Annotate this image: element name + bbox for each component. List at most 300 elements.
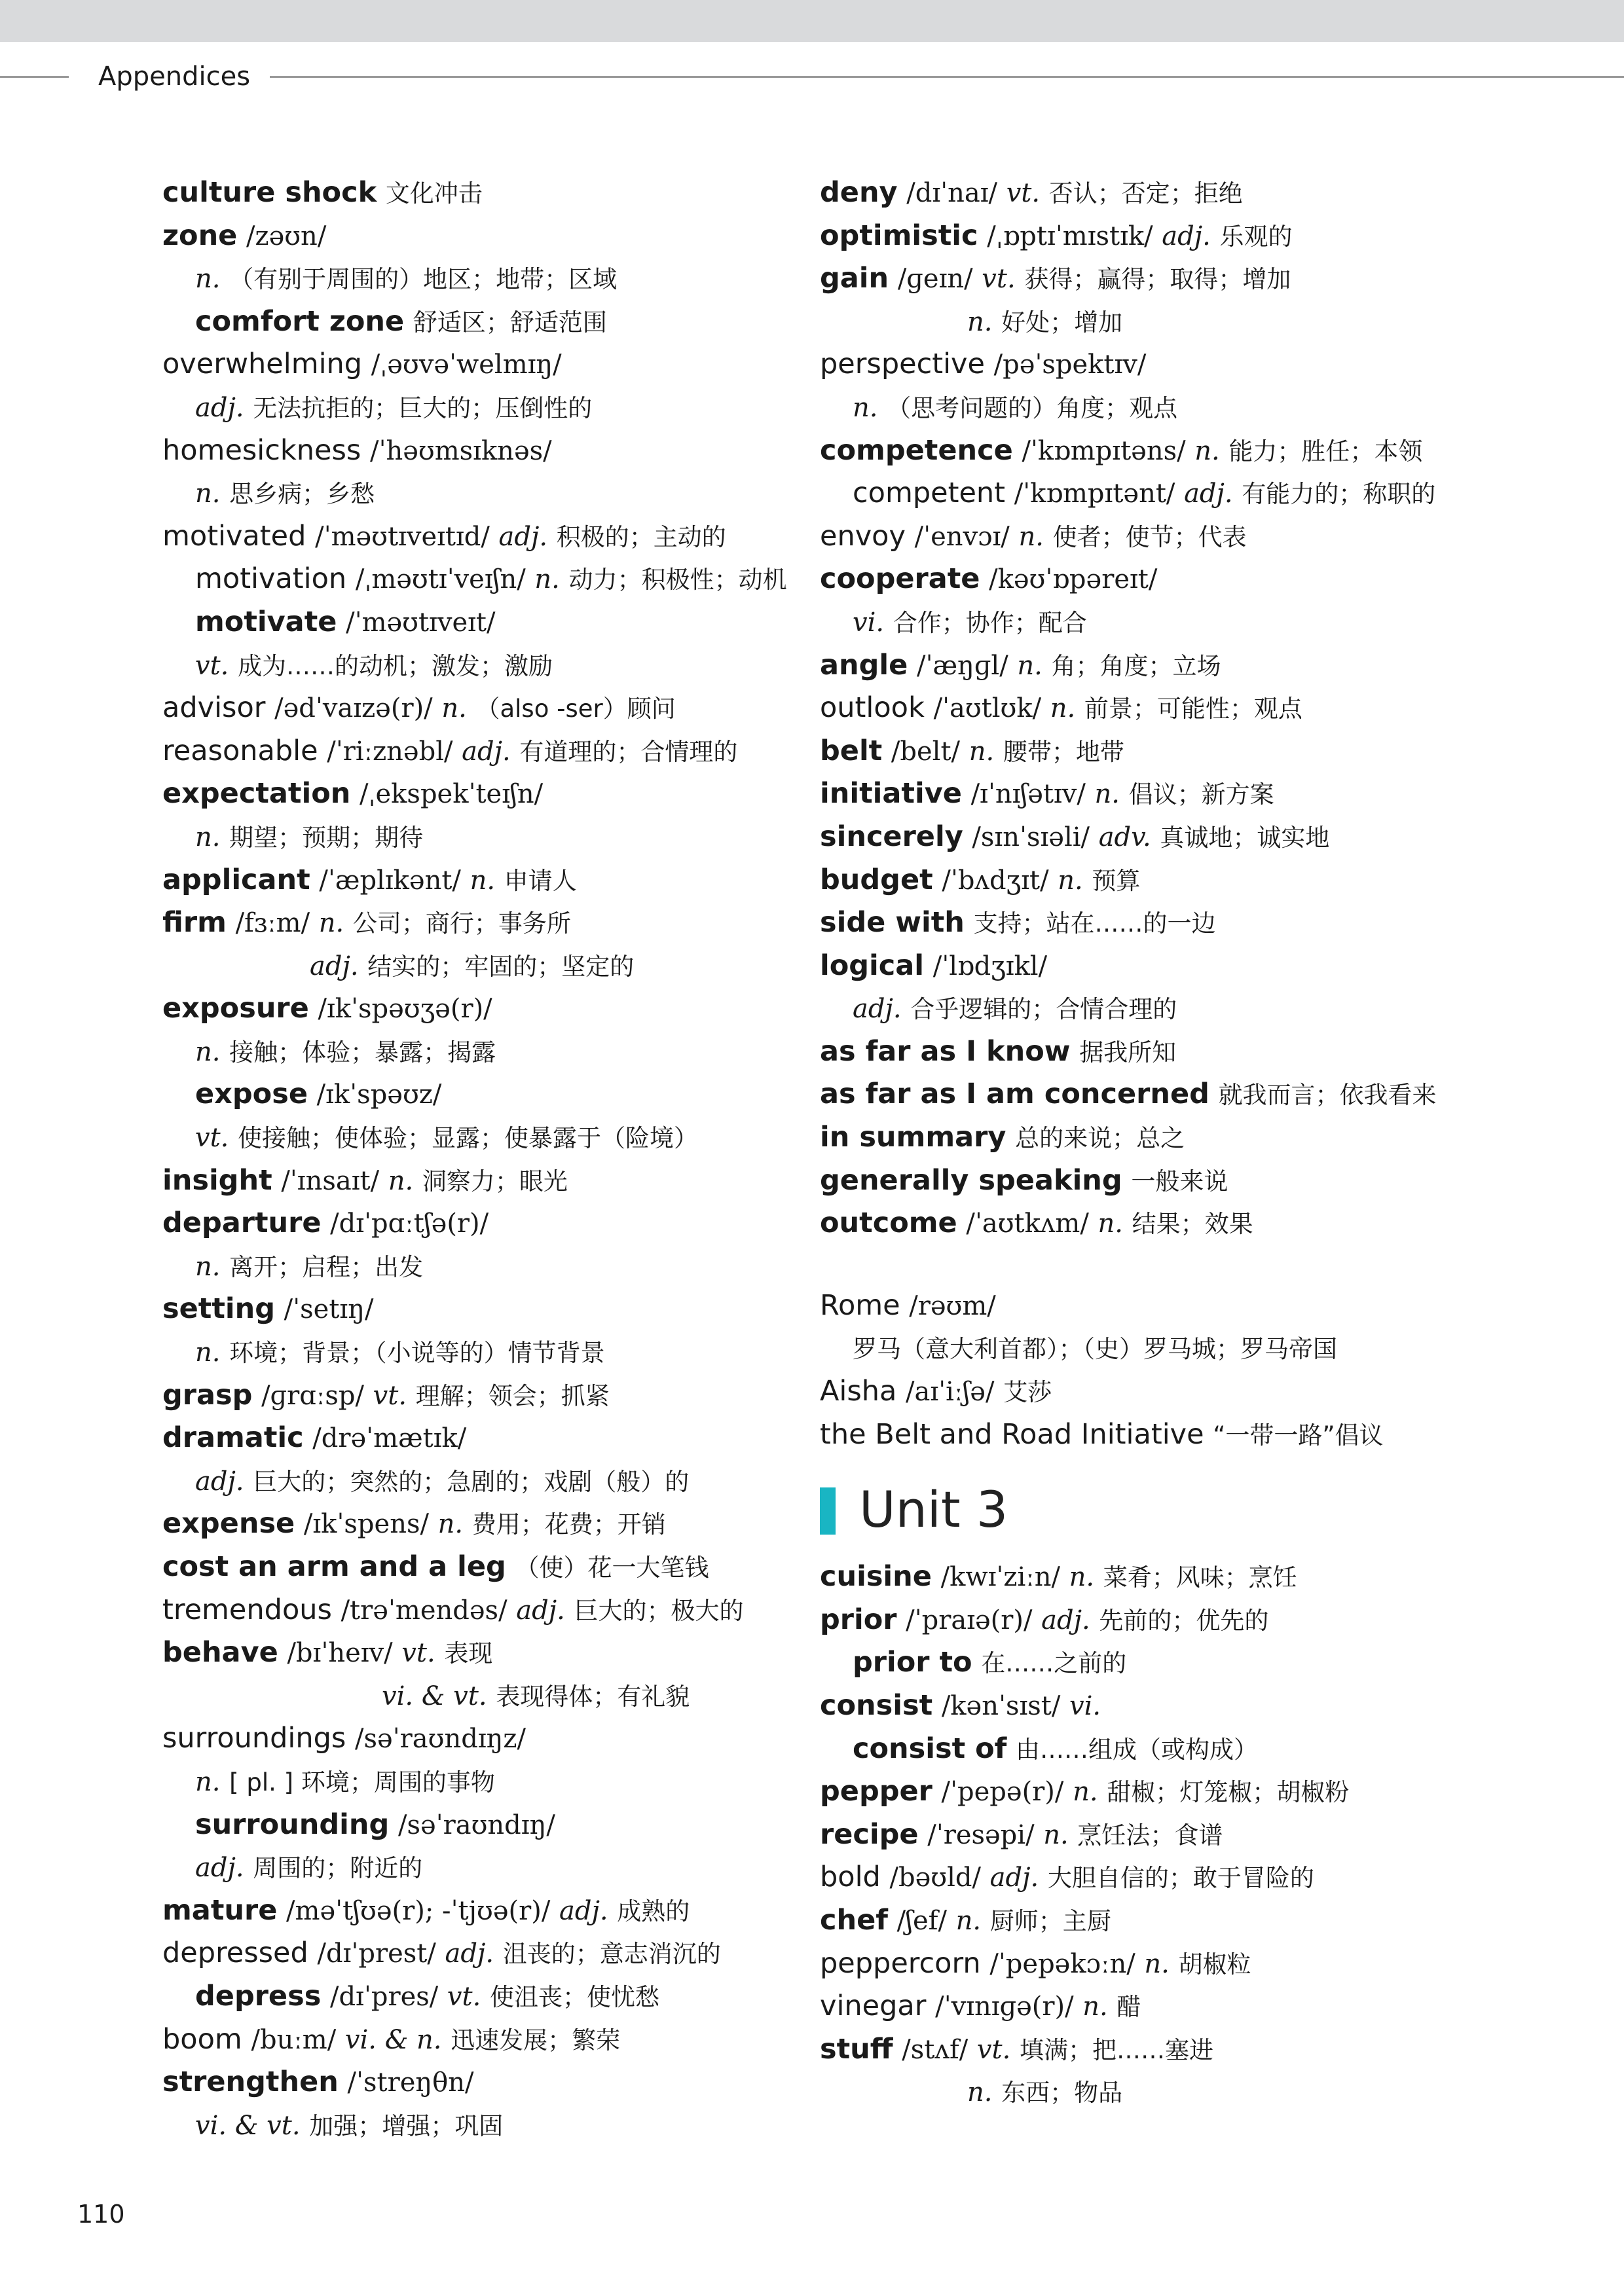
vocab-entry [162,1546,791,1589]
part-of-speech: adj. [516,1595,565,1626]
vocab-entry [162,1804,791,1847]
phonetic: /ˈkɒmpɪtənt/ [1014,479,1175,509]
headword: generally speaking [820,1163,1122,1197]
definition: [ pl. ] 环境；周围的事物 [229,1768,495,1796]
headword: deny [820,176,898,209]
header-rule-right [270,76,1624,78]
headword: prior to [853,1646,972,1679]
vocab-entry [820,987,1573,1030]
phonetic: /dɪˈpɑːtʃə(r)/ [330,1209,489,1239]
vocab-entry [162,301,791,344]
definition: 离开；启程；出发 [229,1252,424,1281]
vocab-entry [820,1202,1573,1245]
vocab-entry [820,644,1573,687]
headword: homesickness [162,433,361,467]
phonetic: /ˌəʊvəˈwelmɪŋ/ [371,350,562,380]
vocab-entry [820,386,1573,429]
headword: strengthen [162,2066,339,2099]
definition: 公司；商行；事务所 [352,909,571,938]
definition: 甜椒；灯笼椒；胡椒粉 [1107,1778,1350,1807]
spacer [820,1245,1573,1285]
part-of-speech: n. [1050,693,1076,724]
part-of-speech: vi. & vt. [195,2110,301,2141]
definition: 动力；积极性；动机 [568,566,787,594]
phonetic: /stʌf/ [902,2034,969,2065]
part-of-speech: n. [1144,1948,1170,1979]
part-of-speech: n. [534,564,560,595]
phonetic: /ɪˈnɪʃətɪv/ [970,779,1086,810]
vocab-entry [162,687,791,730]
phonetic: /ˈbʌdʒɪt/ [942,865,1049,896]
headword: peppercorn [820,1946,981,1980]
definition: 好处；增加 [1001,308,1123,337]
vocab-entry [162,429,791,473]
headword: envoy [820,519,906,553]
headword: grasp [162,1378,253,1412]
headword: surroundings [162,1722,346,1755]
definition: 巨大的；突然的；急剧的；戏剧（般）的 [253,1467,690,1496]
part-of-speech: n. [441,693,467,724]
phonetic: /zəʊn/ [246,221,327,251]
definition: （also -ser）顾问 [475,695,676,723]
definition: 前景；可能性；观点 [1084,695,1302,723]
vocab-entry [162,1846,791,1889]
definition: （思考问题的）角度；观点 [887,393,1178,422]
vocab-entry [162,902,791,945]
headword: perspective [820,348,985,381]
definition: 艾莎 [1003,1378,1052,1407]
phonetic: /drəˈmætɪk/ [312,1423,467,1454]
headword: initiative [820,777,962,811]
part-of-speech: adj. [498,521,548,552]
part-of-speech: n. [195,1766,221,1797]
vocab-entry [162,859,791,902]
definition: 东西；物品 [1001,2079,1123,2107]
vocab-entry [820,816,1573,859]
definition: 厨师；主厨 [989,1906,1111,1935]
phonetic: /belt/ [891,736,961,767]
vocab-entry [162,644,791,687]
definition: 支持；站在……的一边 [973,909,1216,938]
vocab-entry [162,472,791,515]
phonetic: /ɡeɪn/ [897,264,973,295]
phonetic: /sɪnˈsɪəli/ [972,822,1090,852]
part-of-speech: n. [388,1165,414,1196]
phonetic: /kəʊˈɒpəreɪt/ [989,564,1158,595]
definition: 角；角度；立场 [1051,651,1221,680]
phonetic: /ˈaʊtlʊk/ [933,693,1042,724]
headword: belt [820,734,883,767]
vocab-entry [820,1413,1573,1457]
vocab-entry [820,859,1573,902]
headword: consist of [853,1732,1007,1765]
vocab-entry [162,773,791,816]
part-of-speech: n. [1098,1209,1123,1239]
vocab-entry [820,1159,1573,1203]
part-of-speech: n. [1058,865,1083,896]
headword: culture shock [162,176,377,209]
definition: 使接触；使体验；显露；使暴露于（险境） [238,1124,699,1153]
vocab-entry [162,816,791,859]
vocab-entry [820,1370,1573,1413]
headword: Aisha [820,1375,897,1408]
vocab-entry [820,343,1573,386]
part-of-speech: n. [195,822,221,852]
vocab-entry [162,386,791,429]
part-of-speech: adj. [559,1895,608,1926]
definition: 合作；协作；配合 [893,608,1087,637]
phonetic: /ˈriːznəbl/ [327,736,453,767]
headword: competent [853,477,1006,510]
phonetic: /ɪkˈspəʊz/ [316,1080,442,1110]
part-of-speech: adj. [1041,1605,1090,1635]
vocab-entry [162,257,791,301]
phonetic: /ˈenvɔɪ/ [914,521,1010,552]
vocab-entry [820,472,1573,515]
left-column [162,172,791,2147]
definition: 结实的；牢固的；坚定的 [367,952,635,981]
vocab-entry [820,257,1573,301]
headword: outcome [820,1207,957,1240]
definition: 能力；胜任；本领 [1228,437,1423,465]
definition: 先前的；优先的 [1099,1606,1269,1635]
part-of-speech: adj. [989,1863,1039,1893]
vocab-entry [162,1116,791,1159]
definition: 倡议；新方案 [1128,780,1274,809]
part-of-speech: n. [1069,1562,1095,1593]
section-title: Appendices [98,62,251,92]
definition: 醋 [1116,1993,1141,2022]
phonetic: /səˈraʊndɪŋ/ [397,1810,555,1840]
definition: 据我所知 [1079,1038,1177,1066]
vocab-entry [162,2018,791,2062]
headword: cooperate [820,562,980,596]
part-of-speech: n. [1094,779,1120,810]
vocab-entry [820,1942,1573,1986]
definition: 有道理的；合情理的 [519,737,738,766]
vocab-entry [162,1159,791,1203]
headword: dramatic [162,1421,304,1455]
vocab-entry [820,2028,1573,2071]
vocab-entry [162,1631,791,1675]
headword: setting [162,1292,275,1326]
vocab-entry [820,687,1573,730]
phonetic: /ˈməʊtɪveɪtɪd/ [315,521,490,552]
part-of-speech: n. [1017,650,1043,681]
headword: angle [820,648,908,682]
headword: departure [162,1207,322,1240]
vocab-entry [820,1641,1573,1685]
definition: （使）花一大笔钱 [515,1554,709,1582]
phonetic: /ˈhəʊmsɪknəs/ [369,435,552,466]
part-of-speech: n. [1018,521,1044,552]
phonetic: /səˈraʊndɪŋz/ [355,1724,526,1755]
vocab-entry [820,601,1573,644]
definition: 洞察力；眼光 [422,1167,568,1195]
headword: vinegar [820,1990,927,2023]
part-of-speech: vt. [447,1981,481,2012]
vocab-entry [820,945,1573,988]
definition: 沮丧的；意志消沉的 [502,1940,721,1969]
definition: 理解；领会；抓紧 [415,1381,610,1410]
part-of-speech: n. [1073,1777,1098,1808]
headword: expectation [162,777,351,811]
vocab-entry [162,515,791,558]
vocab-entry [162,2061,791,2104]
definition: 思乡病；乡愁 [229,480,375,509]
part-of-speech: vt. [401,1638,435,1669]
definition: 填满；把……塞进 [1019,2035,1213,2064]
part-of-speech: n. [195,479,221,509]
headword: mature [162,1893,278,1927]
vocab-entry [162,1589,791,1632]
part-of-speech: adj. [1162,221,1211,251]
phonetic: /dɪˈpres/ [329,1981,439,2012]
vocab-entry [820,2071,1573,2114]
definition: 积极的；主动的 [556,522,726,551]
headword: expense [162,1507,295,1540]
headword: tremendous [162,1593,332,1626]
vocab-entry [162,1374,791,1417]
headword: competence [820,433,1013,467]
vocab-entry [820,1073,1573,1116]
vocab-entry [162,1717,791,1760]
definition: 预算 [1092,866,1141,895]
definition: 巨大的；极大的 [574,1596,744,1625]
header-rule-left [0,76,69,78]
headword: pepper [820,1775,932,1808]
definition: 获得；赢得；取得；增加 [1024,265,1291,294]
phonetic: /dɪˈnaɪ/ [906,178,998,208]
vocab-entry [820,730,1573,773]
definition: “一带一路”倡议 [1213,1421,1384,1449]
vocab-entry [820,429,1573,473]
headword: cost an arm and a leg [162,1550,506,1583]
headword: recipe [820,1817,919,1851]
part-of-speech: n. [969,736,995,767]
part-of-speech: vt. [195,650,229,681]
vocab-entry [820,773,1573,816]
definition: 环境；背景；（小说等的）情节背景 [229,1339,605,1368]
definition: 表现 [444,1639,493,1668]
definition: 期望；预期；期待 [229,823,424,852]
definition: 烹饪法；食谱 [1077,1821,1223,1850]
part-of-speech: vt. [195,1123,229,1154]
definition: 胡椒粒 [1178,1950,1251,1978]
phonetic: /ɡrɑːsp/ [261,1380,364,1411]
definition: 菜肴；风味；烹饪 [1103,1563,1297,1592]
vocab-entry [162,1245,791,1288]
phonetic: /ɪkˈspəʊʒə(r)/ [318,994,492,1025]
phonetic: /ˈkɒmpɪtəns/ [1022,435,1186,466]
top-bar [0,0,1624,42]
phonetic: /kwɪˈziːn/ [940,1562,1060,1593]
part-of-speech: n. [1043,1819,1069,1850]
definition: 就我而言；依我看来 [1218,1081,1437,1110]
phonetic: /aɪˈiːʃə/ [906,1377,995,1408]
vocab-entry [820,1030,1573,1074]
headword: motivation [195,562,347,596]
headword: exposure [162,992,309,1025]
vocab-entry [162,1073,791,1116]
part-of-speech: adv. [1098,822,1151,852]
vocab-entry [820,1685,1573,1728]
definition: 否认；否定；拒绝 [1048,179,1243,208]
vocab-entry [162,1417,791,1460]
definition: 腰带；地带 [1003,737,1124,766]
phonetic: /ʃef/ [896,1905,947,1936]
headword: in summary [820,1121,1006,1154]
definition: 无法抗拒的；巨大的；压倒性的 [253,393,593,422]
part-of-speech: n. [318,908,344,939]
part-of-speech: n. [195,1338,221,1368]
headword: gain [820,262,889,295]
vocab-entry [162,1288,791,1331]
part-of-speech: adj. [1184,479,1233,509]
headword: boom [162,2022,242,2056]
word-list-unit2-continued [820,172,1573,1245]
phonetic: /ˈɪnsaɪt/ [281,1165,380,1196]
vocab-entry [162,1889,791,1933]
headword: motivate [195,605,337,638]
phonetic: /ədˈvaɪzə(r)/ [274,693,433,724]
phonetic: /rəʊm/ [909,1290,996,1321]
headword: firm [162,906,227,939]
phonetic: /ˈməʊtɪveɪt/ [346,607,496,638]
headword: surrounding [195,1808,390,1841]
definition: 表现得体；有礼貌 [496,1682,690,1711]
vocab-entry [820,301,1573,344]
part-of-speech: vt. [373,1380,407,1411]
part-of-speech: n. [955,1905,982,1936]
headword: the Belt and Road Initiative [820,1417,1204,1451]
unit-heading [820,1470,1573,1556]
headword: applicant [162,863,310,896]
definition: 接触；体验；暴露；揭露 [229,1038,496,1066]
part-of-speech: vi. & vt. [382,1681,487,1711]
part-of-speech: adj. [195,1466,244,1497]
headword: logical [820,949,925,982]
headword: motivated [162,519,306,553]
headword: advisor [162,691,266,725]
word-list-unit3 [820,1556,1573,2114]
vocab-entry [820,1856,1573,1899]
vocab-entry [820,1599,1573,1642]
definition: 使者；使节；代表 [1052,522,1247,551]
headword: zone [162,219,238,252]
headword: depress [195,1979,322,2013]
vocab-entry [162,1331,791,1374]
headword: side with [820,906,965,939]
definition: 在……之前的 [981,1649,1127,1678]
vocab-entry [162,730,791,773]
part-of-speech: n. [195,1251,221,1282]
definition: 申请人 [504,866,577,895]
definition: 加强；增强；巩固 [309,2111,504,2140]
definition: 费用；花费；开销 [471,1510,666,1539]
vocab-entry [820,215,1573,258]
vocab-entry [820,172,1573,215]
unit-title: Unit 3 [859,1480,1008,1539]
headword: outlook [820,691,925,725]
definition: 迅速发展；繁荣 [451,2026,621,2054]
definition: 真诚地；诚实地 [1160,823,1330,852]
phonetic: /bɪˈheɪv/ [287,1638,393,1669]
vocab-entry [162,1975,791,2018]
phonetic: /pəˈspektɪv/ [993,350,1147,380]
phonetic: /ˈæplɪkənt/ [319,865,461,896]
part-of-speech: adj. [195,1853,244,1884]
definition: 乐观的 [1219,222,1293,251]
phonetic: /bəʊld/ [889,1863,981,1893]
headword: comfort zone [195,304,405,338]
definition: 舒适区；舒适范围 [413,308,607,337]
vocab-entry [820,1728,1573,1771]
headword: prior [820,1603,897,1636]
part-of-speech: n. [195,264,221,295]
definition: 罗马（意大利首都）；（史）罗马城；罗马帝国 [853,1335,1337,1364]
headword: as far as I know [820,1034,1071,1068]
vocab-entry [820,1556,1573,1599]
part-of-speech: n. [1082,1992,1108,2022]
phonetic: /məˈtʃʊə(r); -ˈtjʊə(r)/ [286,1895,551,1926]
definition: 周围的；附近的 [253,1854,423,1883]
vocab-entry [162,1460,791,1503]
vocab-entry [820,1813,1573,1857]
vocab-entry [820,558,1573,601]
unit-accent-bar [820,1487,836,1535]
vocab-entry [820,1116,1573,1159]
headword: reasonable [162,734,318,767]
headword: Rome [820,1288,900,1322]
headword: as far as I am concerned [820,1078,1209,1111]
phonetic: /ˈstreŋθn/ [347,2068,474,2098]
part-of-speech: adj. [445,1939,494,1969]
phonetic: /ˈresəpi/ [927,1819,1035,1850]
vocab-entry [162,343,791,386]
vocab-entry [162,1030,791,1074]
vocab-entry [162,945,791,988]
phonetic: /ˌməʊtɪˈveɪʃn/ [355,564,526,595]
definition: 结果；效果 [1132,1210,1253,1239]
phonetic: /ɪkˈspens/ [303,1509,429,1540]
vocab-entry [162,987,791,1030]
part-of-speech: n. [967,306,993,337]
headword: budget [820,863,933,896]
headword: chef [820,1903,888,1937]
headword: bold [820,1861,881,1894]
phonetic: /ˈlɒdʒɪkl/ [932,951,1048,981]
phonetic: /fɜːm/ [235,908,310,939]
headword: consist [820,1689,933,1722]
phonetic: /ˈæŋɡl/ [916,650,1008,681]
vocab-entry [820,1285,1573,1328]
part-of-speech: n. [195,1036,221,1067]
definition: 成为……的动机；激发；激励 [238,651,553,680]
definition: 大胆自信的；敢于冒险的 [1047,1864,1314,1893]
page-number: 110 [77,2200,125,2229]
part-of-speech: adj. [853,994,902,1025]
vocab-entry [820,1985,1573,2028]
headword: optimistic [820,219,978,252]
part-of-speech: n. [1194,435,1220,466]
definition: 一般来说 [1131,1167,1228,1195]
vocab-entry [820,1327,1573,1370]
vocab-entry [162,1202,791,1245]
part-of-speech: vi. [853,607,885,638]
phonetic: /dɪˈprest/ [317,1939,436,1969]
phonetic: /trəˈmendəs/ [341,1595,507,1626]
